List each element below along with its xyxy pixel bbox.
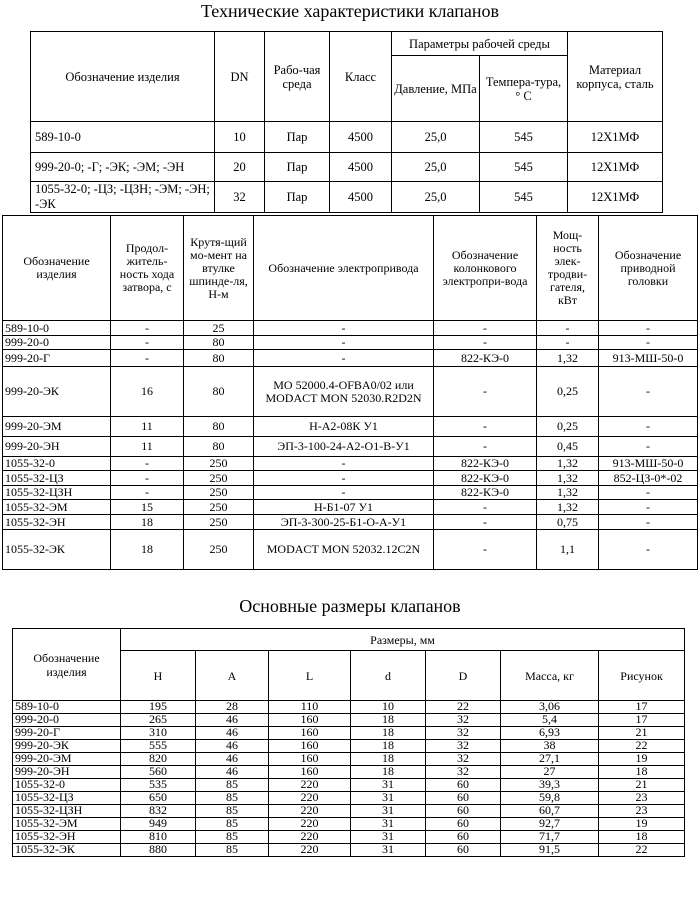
table-row	[13, 740, 685, 753]
cell-col: -	[434, 515, 537, 530]
cell-L: 160	[269, 753, 351, 766]
cell-col: -	[434, 367, 537, 417]
cell-H: 310	[121, 727, 196, 740]
cell-p: 25,0	[392, 182, 480, 213]
cell-dur: 11	[111, 437, 184, 457]
cell-f: 19	[599, 818, 685, 831]
cell-A: 85	[196, 805, 269, 818]
cell-D: 22	[426, 701, 501, 714]
th-D: D	[426, 651, 501, 701]
cell-d: 31	[351, 779, 426, 792]
cell-dur: 18	[111, 530, 184, 570]
table-row	[13, 766, 685, 779]
th-name: Обозначение изделия	[31, 32, 215, 122]
cell-name: 1055-32-0	[13, 779, 121, 792]
cell-dur: -	[111, 457, 184, 471]
cell-m: 5,4	[501, 714, 599, 727]
cell-hd: 913-МШ-50-0	[599, 350, 698, 367]
cell-name: 1055-32-ЭК	[3, 530, 111, 570]
cell-D: 32	[426, 740, 501, 753]
table-row	[31, 153, 663, 182]
cell-m: 71,7	[501, 831, 599, 844]
cell-pw: 0,25	[537, 367, 599, 417]
cell-name: 999-20-ЭМ	[3, 417, 111, 437]
cell-d: 18	[351, 714, 426, 727]
cell-name: 1055-32-ЦЗ	[3, 471, 111, 486]
cell-tq: 250	[184, 457, 254, 471]
cell-env: Пар	[265, 153, 330, 182]
cell-col: -	[434, 336, 537, 350]
cell-tq: 250	[184, 530, 254, 570]
cell-drv: Н-А2-08К У1	[254, 417, 434, 437]
cell-D: 32	[426, 727, 501, 740]
cell-pw: -	[537, 321, 599, 336]
cell-name: 999-20-ЭН	[3, 437, 111, 457]
cell-H: 880	[121, 844, 196, 857]
cell-L: 220	[269, 805, 351, 818]
cell-d: 18	[351, 727, 426, 740]
cell-col: -	[434, 417, 537, 437]
cell-dn: 20	[215, 153, 265, 182]
table-tech-specs	[30, 31, 663, 213]
cell-pw: 0,75	[537, 515, 599, 530]
cell-hd: -	[599, 437, 698, 457]
title-tech-specs: Технические характеристики клапанов	[200, 1, 499, 21]
cell-tq: 80	[184, 367, 254, 417]
cell-dur: 15	[111, 500, 184, 515]
cell-f: 18	[599, 766, 685, 779]
cell-cls: 4500	[330, 182, 392, 213]
table-dimensions	[12, 628, 685, 857]
cell-name: 999-20-0; -Г; -ЭК; -ЭМ; -ЭН	[31, 153, 215, 182]
th-torque: Крутя-щий мо-мент на втулке шпинде-ля, Н-м	[184, 216, 254, 321]
cell-pw: 1,32	[537, 486, 599, 500]
cell-d: 31	[351, 831, 426, 844]
cell-pw: 0,45	[537, 437, 599, 457]
cell-D: 60	[426, 844, 501, 857]
cell-tq: 250	[184, 515, 254, 530]
cell-name: 589-10-0	[13, 701, 121, 714]
cell-tq: 250	[184, 471, 254, 486]
cell-pw: 1,32	[537, 457, 599, 471]
cell-L: 110	[269, 701, 351, 714]
table-row	[13, 844, 685, 857]
cell-D: 32	[426, 766, 501, 779]
cell-pw: 1,32	[537, 500, 599, 515]
cell-name: 1055-32-0	[3, 457, 111, 471]
cell-d: 18	[351, 740, 426, 753]
cell-H: 265	[121, 714, 196, 727]
table-drives	[2, 215, 698, 570]
cell-d: 18	[351, 753, 426, 766]
table-row	[3, 500, 698, 515]
cell-H: 535	[121, 779, 196, 792]
cell-H: 195	[121, 701, 196, 714]
cell-drv: ЭП-3-300-25-Б1-О-А-У1	[254, 515, 434, 530]
cell-f: 21	[599, 727, 685, 740]
cell-tq: 80	[184, 437, 254, 457]
th-L: L	[269, 651, 351, 701]
th-duration: Продол-житель-ность хода затвора, с	[111, 216, 184, 321]
cell-col: -	[434, 500, 537, 515]
th-H: H	[121, 651, 196, 701]
cell-d: 31	[351, 818, 426, 831]
cell-m: 6,93	[501, 727, 599, 740]
cell-D: 60	[426, 792, 501, 805]
cell-drv: -	[254, 321, 434, 336]
cell-m: 38	[501, 740, 599, 753]
cell-name: 1055-32-ЦЗН	[3, 486, 111, 500]
table-row	[3, 417, 698, 437]
cell-m: 91,5	[501, 844, 599, 857]
cell-tq: 250	[184, 500, 254, 515]
cell-col: -	[434, 437, 537, 457]
cell-A: 85	[196, 831, 269, 844]
th-dn: DN	[215, 32, 265, 122]
table-row	[13, 792, 685, 805]
cell-name: 1055-32-ЦЗ	[13, 792, 121, 805]
cell-pw: 1,32	[537, 471, 599, 486]
cell-name: 1055-32-ЭН	[3, 515, 111, 530]
cell-p: 25,0	[392, 153, 480, 182]
table-row	[13, 779, 685, 792]
cell-name: 999-20-ЭК	[3, 367, 111, 417]
cell-dur: -	[111, 321, 184, 336]
cell-pw: 0,25	[537, 417, 599, 437]
cell-hd: -	[599, 321, 698, 336]
cell-hd: 913-МШ-50-0	[599, 457, 698, 471]
cell-hd: 852-ЦЗ-0*-02	[599, 471, 698, 486]
th-mass: Масса, кг	[501, 651, 599, 701]
cell-f: 21	[599, 779, 685, 792]
table-row	[3, 437, 698, 457]
cell-hd: -	[599, 530, 698, 570]
cell-name: 999-20-Г	[3, 350, 111, 367]
th-column-drive: Обозначение колонкового электропри-вода	[434, 216, 537, 321]
cell-L: 160	[269, 714, 351, 727]
cell-drv: -	[254, 486, 434, 500]
cell-H: 820	[121, 753, 196, 766]
cell-A: 28	[196, 701, 269, 714]
cell-env: Пар	[265, 122, 330, 153]
table-row	[3, 457, 698, 471]
cell-m: 59,8	[501, 792, 599, 805]
cell-hd: -	[599, 486, 698, 500]
cell-name: 999-20-Г	[13, 727, 121, 740]
cell-tq: 25	[184, 321, 254, 336]
cell-hd: -	[599, 500, 698, 515]
cell-d: 18	[351, 766, 426, 779]
title-main-dimensions: Основные размеры клапанов	[239, 596, 461, 616]
cell-col: 822-КЭ-0	[434, 486, 537, 500]
cell-col: -	[434, 530, 537, 570]
cell-H: 555	[121, 740, 196, 753]
cell-L: 160	[269, 766, 351, 779]
cell-name: 1055-32-ЭМ	[13, 818, 121, 831]
cell-tq: 250	[184, 486, 254, 500]
cell-d: 31	[351, 792, 426, 805]
th-params: Параметры рабочей среды	[392, 32, 568, 56]
cell-H: 949	[121, 818, 196, 831]
cell-d: 31	[351, 805, 426, 818]
cell-A: 46	[196, 714, 269, 727]
cell-cls: 4500	[330, 153, 392, 182]
cell-pw: 1,1	[537, 530, 599, 570]
cell-pw: 1,32	[537, 350, 599, 367]
cell-hd: -	[599, 515, 698, 530]
cell-m: 3,06	[501, 701, 599, 714]
cell-mat: 12Х1МФ	[568, 182, 663, 213]
table-row	[31, 182, 663, 213]
cell-drv: -	[254, 336, 434, 350]
cell-D: 32	[426, 714, 501, 727]
cell-mat: 12Х1МФ	[568, 122, 663, 153]
cell-name: 999-20-0	[3, 336, 111, 350]
cell-col: -	[434, 321, 537, 336]
cell-f: 17	[599, 714, 685, 727]
cell-m: 27	[501, 766, 599, 779]
cell-dur: -	[111, 350, 184, 367]
table-row	[13, 727, 685, 740]
cell-L: 220	[269, 844, 351, 857]
table-row	[3, 350, 698, 367]
cell-f: 17	[599, 701, 685, 714]
cell-f: 22	[599, 740, 685, 753]
cell-f: 19	[599, 753, 685, 766]
cell-L: 160	[269, 727, 351, 740]
cell-H: 560	[121, 766, 196, 779]
cell-col: 822-КЭ-0	[434, 457, 537, 471]
cell-D: 60	[426, 818, 501, 831]
th-sizes: Размеры, мм	[121, 629, 685, 651]
cell-name: 589-10-0	[3, 321, 111, 336]
cell-tq: 80	[184, 336, 254, 350]
cell-name: 999-20-ЭМ	[13, 753, 121, 766]
cell-m: 60,7	[501, 805, 599, 818]
th-env: Рабо-чая среда	[265, 32, 330, 122]
table-row	[13, 831, 685, 844]
cell-f: 18	[599, 831, 685, 844]
table-row	[3, 471, 698, 486]
cell-name: 999-20-0	[13, 714, 121, 727]
th-material: Материал корпуса, сталь	[568, 32, 663, 122]
th-d: d	[351, 651, 426, 701]
cell-A: 85	[196, 779, 269, 792]
cell-dn: 10	[215, 122, 265, 153]
cell-f: 23	[599, 792, 685, 805]
th-class: Класс	[330, 32, 392, 122]
cell-D: 60	[426, 831, 501, 844]
cell-drv: MODACT MON 52032.12C2N	[254, 530, 434, 570]
th-pressure: Давление, МПа	[392, 56, 480, 122]
cell-drv: Н-Б1-07 У1	[254, 500, 434, 515]
cell-dur: -	[111, 486, 184, 500]
cell-drv: ЭП-3-100-24-А2-О1-В-У1	[254, 437, 434, 457]
th-head: Обозначение приводной головки	[599, 216, 698, 321]
cell-f: 22	[599, 844, 685, 857]
cell-t: 545	[480, 153, 568, 182]
table-row	[3, 367, 698, 417]
th-power: Мощ-ность элек-тродви-гателя, кВт	[537, 216, 599, 321]
table-row	[3, 530, 698, 570]
cell-H: 832	[121, 805, 196, 818]
cell-pw: -	[537, 336, 599, 350]
table-row	[3, 515, 698, 530]
table-row	[31, 122, 663, 153]
th-temperature: Темпера-тура, ° С	[480, 56, 568, 122]
cell-dur: -	[111, 336, 184, 350]
cell-dur: 16	[111, 367, 184, 417]
table-row	[3, 486, 698, 500]
cell-name: 589-10-0	[31, 122, 215, 153]
cell-name: 999-20-ЭН	[13, 766, 121, 779]
cell-hd: -	[599, 367, 698, 417]
cell-d: 31	[351, 844, 426, 857]
cell-col: 822-КЭ-0	[434, 471, 537, 486]
cell-H: 810	[121, 831, 196, 844]
cell-A: 85	[196, 792, 269, 805]
table-row	[3, 336, 698, 350]
cell-dur: -	[111, 471, 184, 486]
cell-L: 220	[269, 831, 351, 844]
cell-A: 46	[196, 727, 269, 740]
cell-drv: -	[254, 350, 434, 367]
cell-dn: 32	[215, 182, 265, 213]
cell-mat: 12Х1МФ	[568, 153, 663, 182]
cell-name: 1055-32-ЭМ	[3, 500, 111, 515]
cell-A: 46	[196, 740, 269, 753]
th-A: A	[196, 651, 269, 701]
th-drive: Обозначение электропривода	[254, 216, 434, 321]
cell-L: 160	[269, 740, 351, 753]
cell-name: 999-20-ЭК	[13, 740, 121, 753]
cell-col: 822-КЭ-0	[434, 350, 537, 367]
cell-H: 650	[121, 792, 196, 805]
th-name: Обозначение изделия	[13, 629, 121, 701]
table-row	[13, 714, 685, 727]
cell-drv: -	[254, 457, 434, 471]
cell-L: 220	[269, 818, 351, 831]
th-name: Обозначение изделия	[3, 216, 111, 321]
cell-m: 39,3	[501, 779, 599, 792]
table-row	[3, 321, 698, 336]
th-figure: Рисунок	[599, 651, 685, 701]
cell-m: 27,1	[501, 753, 599, 766]
cell-hd: -	[599, 417, 698, 437]
cell-drv: МО 52000.4-OFBA0/02 или MODACT MON 52030.R2D2N	[254, 367, 434, 417]
cell-name: 1055-32-ЭН	[13, 831, 121, 844]
cell-L: 220	[269, 792, 351, 805]
cell-drv: -	[254, 471, 434, 486]
cell-L: 220	[269, 779, 351, 792]
cell-cls: 4500	[330, 122, 392, 153]
cell-D: 60	[426, 805, 501, 818]
cell-env: Пар	[265, 182, 330, 213]
cell-dur: 11	[111, 417, 184, 437]
table-row	[13, 753, 685, 766]
cell-A: 46	[196, 766, 269, 779]
cell-hd: -	[599, 336, 698, 350]
cell-tq: 80	[184, 417, 254, 437]
cell-A: 46	[196, 753, 269, 766]
cell-f: 23	[599, 805, 685, 818]
cell-A: 85	[196, 818, 269, 831]
cell-t: 545	[480, 182, 568, 213]
cell-m: 92,7	[501, 818, 599, 831]
cell-d: 10	[351, 701, 426, 714]
table-row	[13, 701, 685, 714]
cell-t: 545	[480, 122, 568, 153]
table-row	[13, 818, 685, 831]
cell-name: 1055-32-0; -ЦЗ; -ЦЗН; -ЭМ; -ЭН; -ЭК	[31, 182, 215, 213]
cell-tq: 80	[184, 350, 254, 367]
cell-dur: 18	[111, 515, 184, 530]
cell-A: 85	[196, 844, 269, 857]
cell-name: 1055-32-ЦЗН	[13, 805, 121, 818]
cell-name: 1055-32-ЭК	[13, 844, 121, 857]
cell-D: 60	[426, 779, 501, 792]
cell-D: 32	[426, 753, 501, 766]
table-row	[13, 805, 685, 818]
cell-p: 25,0	[392, 122, 480, 153]
